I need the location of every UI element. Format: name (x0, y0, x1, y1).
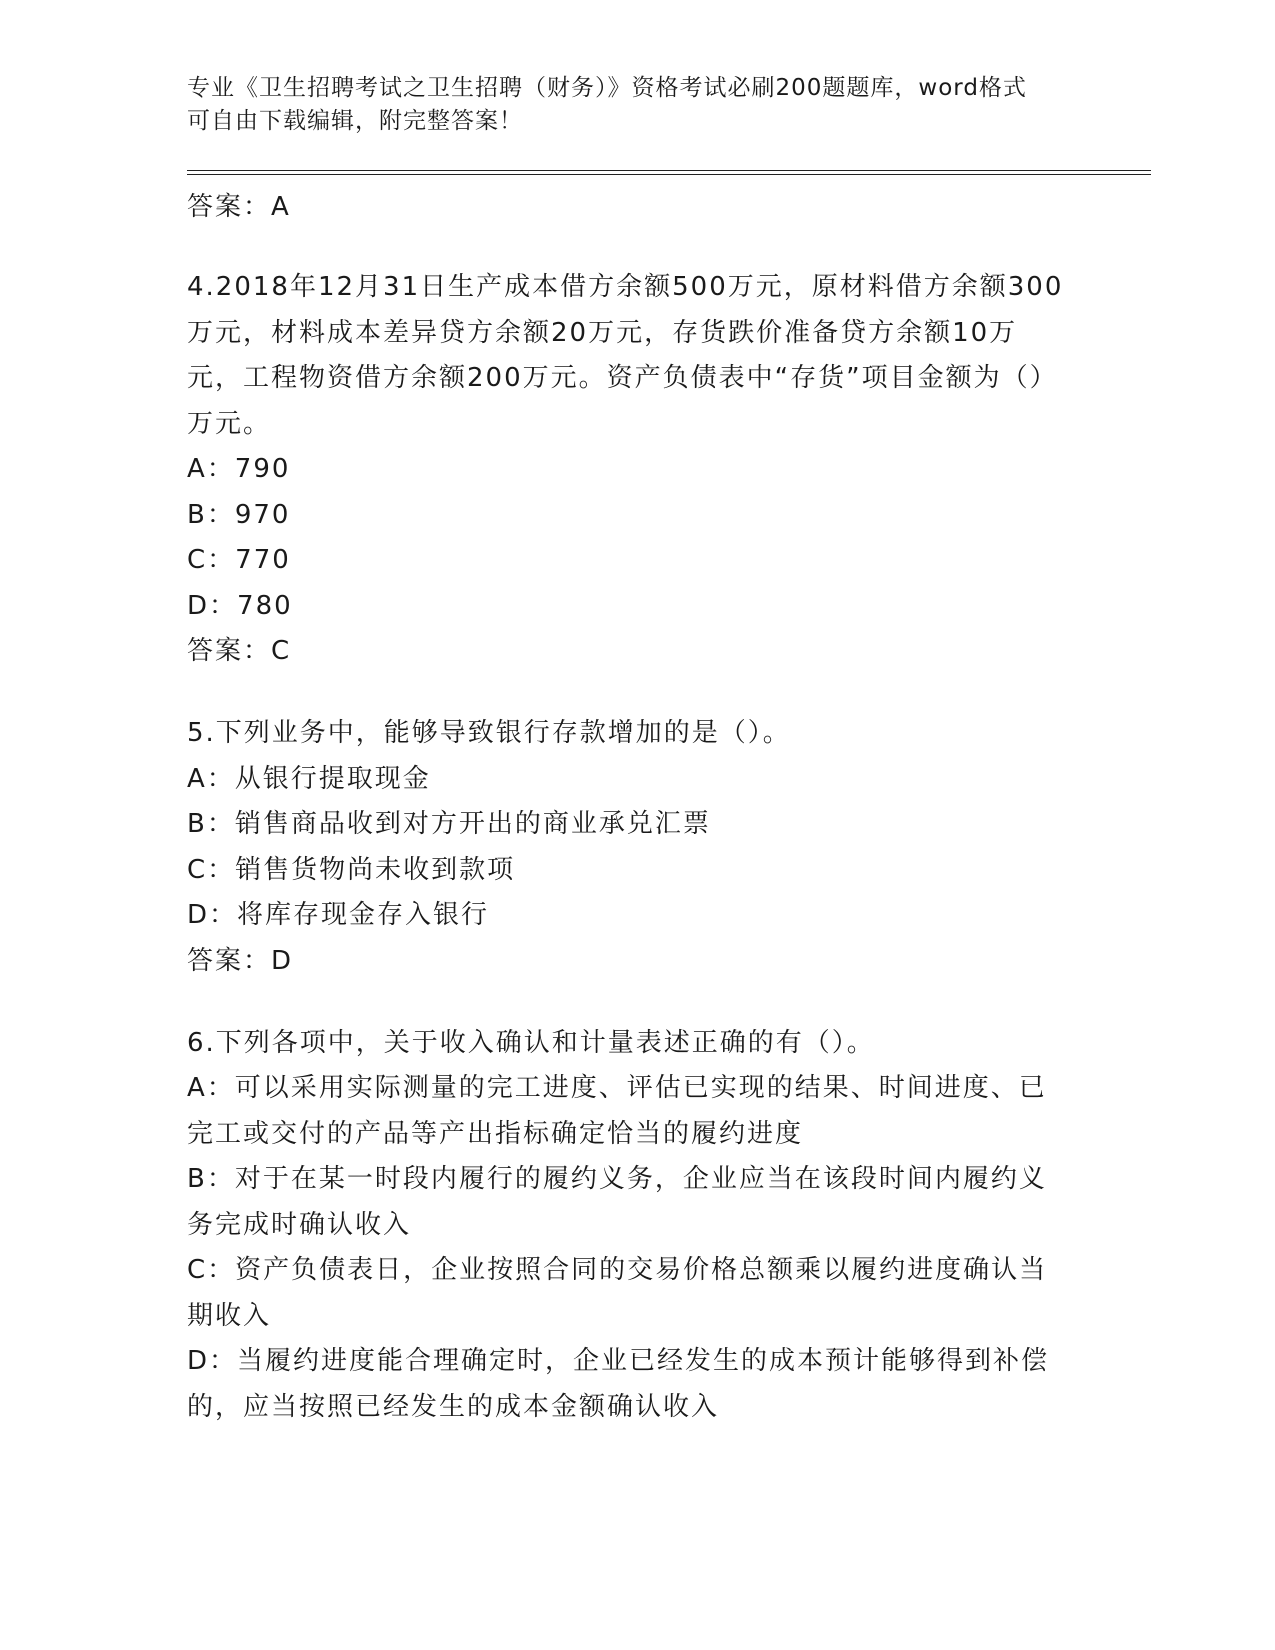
option-a: A：从银行提取现金 (187, 763, 431, 794)
header-line-1: 专业《卫生招聘考试之卫生招聘（财务）》资格考试必刷200题题库，word格式 (187, 75, 1027, 101)
header-line-2: 可自由下载编辑，附完整答案！ (187, 108, 523, 134)
option-c: C：770 (187, 545, 291, 575)
question-text: 6.下列各项中，关于收入确认和计量表述正确的有（）。 (187, 1027, 875, 1058)
option-c: C：资产负债表日，企业按照合同的交易价格总额乘以履约进度确认当期收入 (187, 1255, 1048, 1331)
question-text: 4.2018年12月31日生产成本借方余额500万元，原材料借方余额300万元，材料成本差异贷方余额20万元，存货跌价准备贷方余额10万元，工程物资借方余额200万元。资产负债表中“存货”项目金额为（）万元。 (187, 272, 1064, 439)
document-header (187, 72, 1067, 138)
spacer (187, 229, 1067, 265)
header-rule-top (187, 170, 1151, 171)
question-4 (187, 265, 1067, 673)
option-a: A：790 (187, 454, 291, 484)
option-b: B：对于在某一时段内履行的履约义务，企业应当在该段时间内履约义务完成时确认收入 (187, 1164, 1047, 1240)
question-text: 5.下列业务中，能够导致银行存款增加的是（）。 (187, 718, 791, 748)
header-rule-bottom (187, 174, 1151, 175)
answer-line: 答案：D (187, 945, 294, 976)
option-d: D：780 (187, 590, 293, 621)
option-b: B：销售商品收到对方开出的商业承兑汇票 (187, 809, 711, 839)
question-6 (187, 1021, 1067, 1431)
document-body (187, 185, 1067, 1430)
option-d: D：当履约进度能合理确定时，企业已经发生的成本预计能够得到补偿的，应当按照已经发生的成本金额确认收入 (187, 1346, 1050, 1422)
option-d: D：将库存现金存入银行 (187, 900, 490, 930)
option-a: A：可以采用实际测量的完工进度、评估已实现的结果、时间进度、已完工或交付的产品等产出指标确定恰当的履约进度 (187, 1073, 1047, 1149)
option-b: B：970 (187, 499, 291, 530)
answer-line: 答案：A (187, 192, 291, 222)
spacer (187, 983, 1067, 1021)
answer-line: 答案：C (187, 636, 292, 666)
spacer (187, 673, 1067, 711)
option-c: C：销售货物尚未收到款项 (187, 854, 516, 885)
question-5 (187, 711, 1067, 983)
